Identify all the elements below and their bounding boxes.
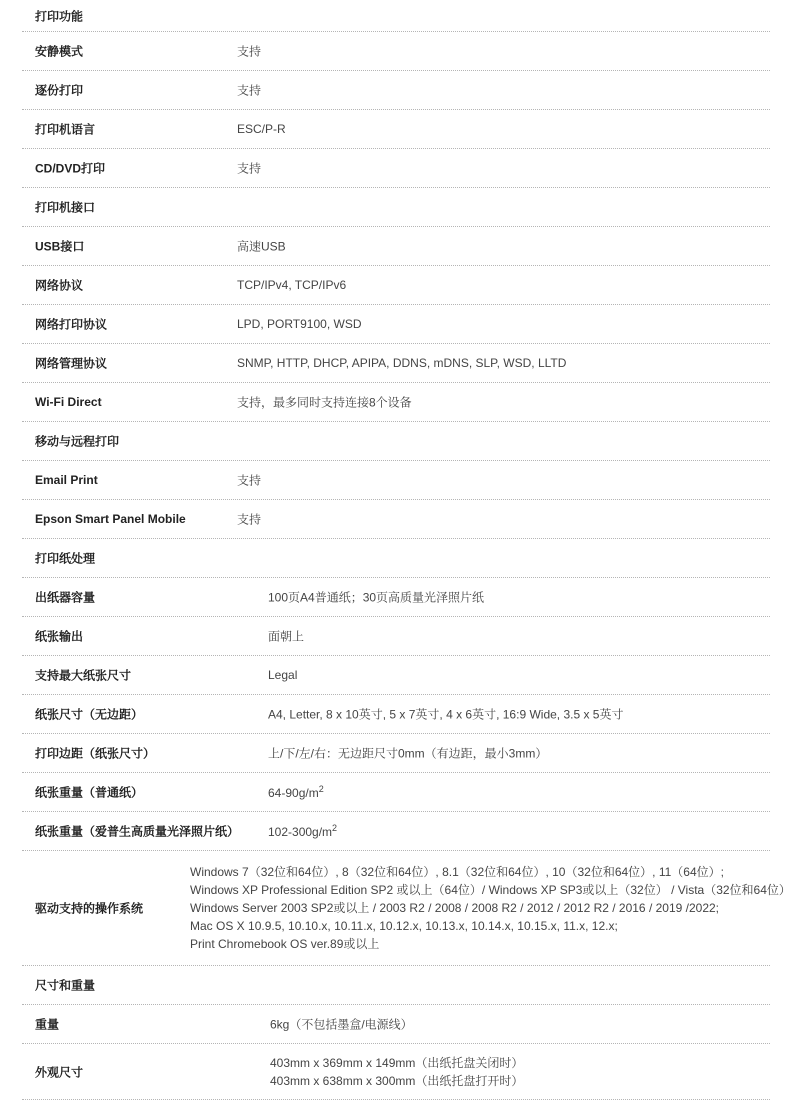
section-header	[22, 188, 770, 227]
spec-value: SNMP, HTTP, DHCP, APIPA, DDNS, mDNS, SLP, WSD, LLTD	[237, 356, 567, 370]
spec-row	[22, 149, 770, 188]
spec-label: 纸张尺寸（无边距）	[35, 707, 144, 722]
value-line: 403mm x 638mm x 300mm（出纸托盘打开时）	[270, 1073, 524, 1088]
spec-label: 网络管理协议	[35, 356, 108, 371]
section-header	[22, 539, 770, 578]
spec-row	[22, 851, 791, 966]
spec-value: 上/下/左/右：无边距尺寸0mm（有边距，最小3mm）	[268, 746, 548, 761]
spec-label: Email Print	[35, 473, 98, 487]
spec-value: 支持	[237, 512, 262, 527]
spec-value: 支持	[237, 44, 262, 59]
spec-row	[22, 695, 770, 734]
spec-value: A4, Letter, 8 x 10英寸, 5 x 7英寸, 4 x 6英寸, 16:9 Wide, 3.5 x 5英寸	[268, 707, 624, 722]
spec-label: 网络打印协议	[35, 317, 108, 332]
spec-row	[22, 500, 770, 539]
spec-value: 面朝上	[268, 629, 305, 644]
spec-value: 支持	[237, 473, 262, 488]
spec-label: 纸张输出	[35, 629, 84, 644]
spec-row	[22, 110, 770, 149]
superscript: 2	[332, 823, 338, 833]
section-title: 移动与远程打印	[35, 434, 120, 449]
spec-label: 安静模式	[35, 44, 84, 59]
spec-row	[22, 266, 770, 305]
spec-label: 纸张重量（普通纸）	[35, 785, 144, 800]
spec-row	[22, 617, 770, 656]
spec-label: 逐份打印	[35, 83, 84, 98]
value-line: Windows 7（32位和64位）, 8（32位和64位）, 8.1（32位和64位）, 10（32位和64位）, 11（64位）;	[190, 865, 724, 879]
spec-row	[22, 1005, 770, 1044]
spec-value: ESC/P-R	[237, 122, 286, 136]
spec-row	[22, 71, 770, 110]
spec-label: CD/DVD打印	[35, 161, 106, 176]
spec-label: 纸张重量（爱普生高质量光泽照片纸）	[35, 824, 240, 839]
superscript: 2	[318, 784, 324, 794]
spec-row	[22, 461, 770, 500]
spec-row	[22, 32, 770, 71]
spec-value: 支持	[237, 161, 262, 176]
spec-label: 网络协议	[35, 278, 84, 293]
section-header	[22, 422, 770, 461]
spec-label: Epson Smart Panel Mobile	[35, 512, 186, 526]
spec-label: 打印边距（纸张尺寸）	[35, 746, 156, 761]
spec-label: USB接口	[35, 239, 85, 254]
spec-value: TCP/IPv4, TCP/IPv6	[237, 278, 347, 292]
value-line: Mac OS X 10.9.5, 10.10.x, 10.11.x, 10.12.x, 10.13.x, 10.14.x, 10.15.x, 11.x, 12.x;	[190, 919, 618, 933]
spec-row	[22, 578, 770, 617]
section-title: 打印纸处理	[35, 551, 96, 566]
spec-label: 支持最大纸张尺寸	[35, 668, 132, 683]
spec-value: 支持，最多同时支持连接8个设备	[237, 395, 412, 410]
spec-value: $102-300g/m^2$	[268, 823, 338, 839]
spec-row	[22, 812, 770, 851]
section-title: 打印机接口	[35, 200, 96, 215]
spec-label: 外观尺寸	[35, 1065, 84, 1079]
spec-value: 100页A4普通纸；30页高质量光泽照片纸	[268, 590, 485, 605]
spec-value: $64-90g/m^2$	[268, 784, 324, 800]
spec-row	[22, 1044, 770, 1100]
spec-value: Legal	[268, 668, 298, 682]
spec-row	[22, 773, 770, 812]
section-title: 尺寸和重量	[35, 978, 96, 993]
spec-value: LPD, PORT9100, WSD	[237, 317, 362, 331]
spec-row	[22, 227, 770, 266]
section-header	[22, 0, 770, 32]
spec-value: 支持	[237, 83, 262, 98]
spec-row	[22, 305, 770, 344]
spec-value: 高速USB	[237, 239, 286, 254]
spec-label: 驱动支持的操作系统	[35, 901, 144, 916]
section-header	[22, 966, 770, 1005]
value-line: 403mm x 369mm x 149mm（出纸托盘关闭时）	[270, 1055, 524, 1070]
value-line: Windows XP Professional Edition SP2 或以上（64位）/ Windows XP SP3或以上（32位） / Vista（32位和64位）	[190, 883, 791, 897]
spec-label: 出纸器容量	[35, 590, 96, 605]
value-line: Windows Server 2003 SP2或以上 / 2003 R2 / 2008 / 2008 R2 / 2012 / 2012 R2 / 2016 / 2019 /2022;	[190, 901, 720, 915]
spec-value-multiline	[270, 1054, 523, 1090]
spec-row	[22, 383, 770, 422]
spec-value: 6kg（不包括墨盒/电源线）	[270, 1017, 413, 1032]
spec-row	[22, 734, 770, 773]
spec-label: Wi-Fi Direct	[35, 395, 102, 409]
spec-row	[22, 656, 770, 695]
spec-label: 重量	[35, 1017, 60, 1032]
value-line: Print Chromebook OS ver.89或以上	[190, 937, 380, 951]
spec-row	[22, 344, 770, 383]
spec-value-multiline	[190, 863, 791, 953]
section-title: 打印功能	[35, 9, 84, 23]
spec-label: 打印机语言	[35, 122, 96, 137]
